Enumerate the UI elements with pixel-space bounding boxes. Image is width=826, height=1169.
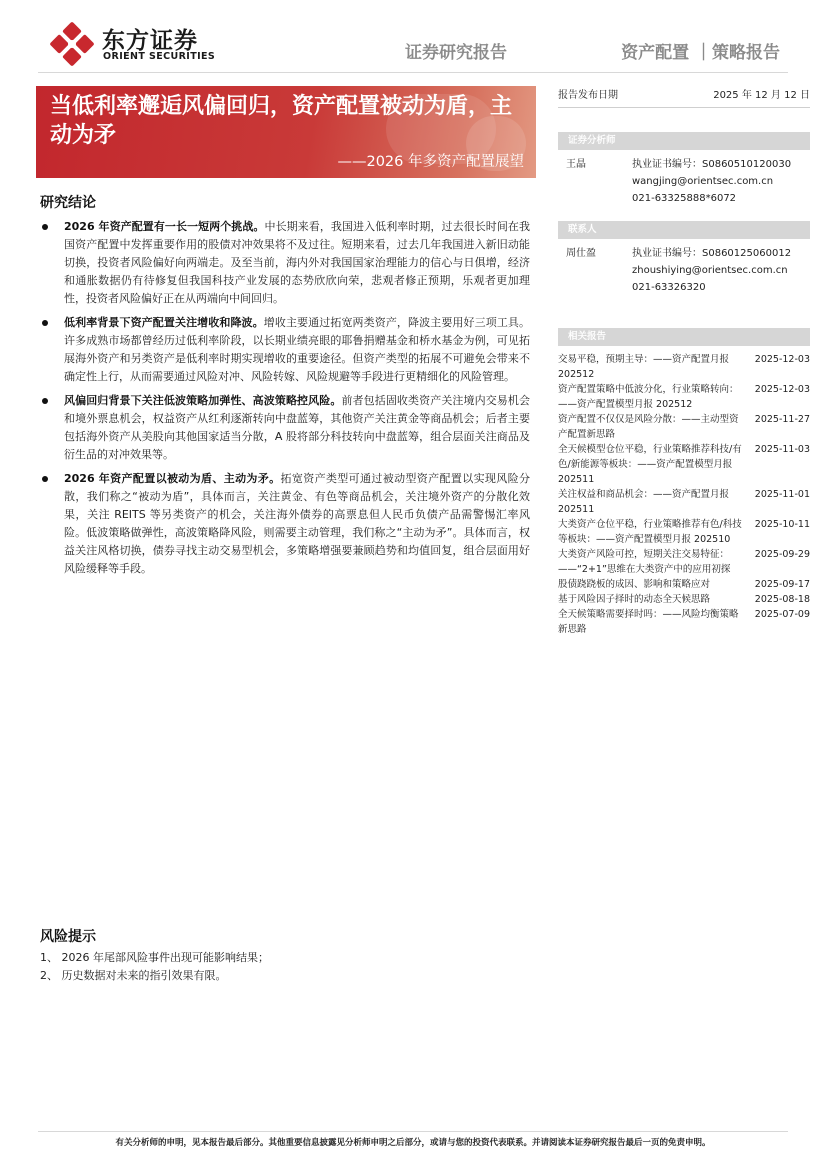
bullet-body: 中长期来看，我国进入低利率时期，过去很长时间在我国资产配置中发挥重要作用的股债对冲效果将不及过往。短期来看，过去几年我国进入新旧动能切换，投资者风险偏好向两端走。及至当前，海内外对我国国家治理能力的信心与日俱增，经济和通胀数据仍有待修复但我国科技产业发展的态势欣欣向荣，悲观者修正预期，乐观者更加理性，投资者风险偏好正在从两端向中间回归。: [64, 220, 531, 305]
related-reports-list: [558, 352, 810, 637]
publish-date-label: 报告发布日期: [558, 90, 618, 101]
analyst-email[interactable]: wangjing@orientsec.com.cn: [632, 176, 774, 187]
bullet-lead: 风偏回归背景下关注低波策略加弹性、高波策略控风险。: [64, 394, 342, 407]
related-report[interactable]: [558, 607, 810, 637]
title-banner: [36, 86, 536, 178]
sidebar-divider: [558, 107, 810, 108]
report-date: 2025-08-18: [754, 594, 810, 605]
report-date: 2025-11-03: [754, 444, 810, 455]
contact-card: [558, 239, 810, 296]
related-report[interactable]: [558, 442, 810, 487]
analyst-name: 王晶: [566, 159, 586, 170]
risk-item: 2、 历史数据对未来的指引效果有限。: [40, 969, 227, 982]
related-report[interactable]: [558, 487, 810, 517]
contact-phone: 021-63326320: [632, 282, 706, 293]
report-title: 资产配置不仅仅是风险分散：——主动型资产配置新思路: [558, 414, 739, 440]
section-title: 研究结论: [40, 195, 96, 211]
doc-type: 证券研究报告: [405, 43, 507, 63]
related-report[interactable]: [558, 352, 810, 382]
bullet-lead: 2026 年资产配置以被动为盾、主动为矛。: [64, 472, 281, 485]
report-date: 2025-10-11: [754, 519, 810, 530]
header-divider: [38, 72, 788, 73]
report-subtitle: ——2026 年多资产配置展望: [337, 154, 524, 170]
report-category: 资产配置 ｜策略报告: [621, 43, 780, 63]
report-title: 当低利率邂逅风偏回归，资产配置被动为盾，主动为矛: [50, 94, 513, 148]
bullet-dot-icon: [42, 476, 48, 482]
related-report[interactable]: [558, 412, 810, 442]
contact-header: 联系人: [558, 221, 810, 239]
report-title: 大类资产仓位平稳，行业策略推荐有色/科技等板块：——资产配置模型月报 202510: [558, 519, 742, 545]
report-title: 交易平稳，预期主导：——资产配置月报 202512: [558, 354, 730, 380]
related-report[interactable]: [558, 547, 810, 577]
analyst-phone: 021-63325888*6072: [632, 193, 737, 204]
report-title: 资产配置策略中低波分化，行业策略转向：——资产配置模型月报 202512: [558, 384, 739, 410]
report-title: 基于风险因子择时的动态全天候思路: [558, 594, 711, 605]
publish-date-row: [558, 86, 810, 107]
related-report[interactable]: [558, 517, 810, 547]
conclusion-bullet: [40, 314, 530, 386]
analyst-header: 证券分析师: [558, 132, 810, 150]
bullet-dot-icon: [42, 398, 48, 404]
report-date: 2025-11-01: [754, 489, 810, 500]
related-report[interactable]: [558, 592, 810, 607]
report-title: 大类资产风险可控，短期关注交易特征：——“2+1”思维在大类资产中的应用初探: [558, 549, 731, 575]
report-date: 2025-09-17: [754, 579, 810, 590]
contact-email[interactable]: zhoushiying@orientsec.com.cn: [632, 265, 788, 276]
related-report[interactable]: [558, 577, 810, 592]
report-title: 全天候策略需要择时吗：——风险均衡策略新思路: [558, 609, 739, 635]
report-date: 2025-12-03: [754, 384, 810, 395]
report-title: 全天候模型仓位平稳，行业策略推荐科技/有色/新能源等板块：——资产配置模型月报 202511: [558, 444, 742, 485]
section-title: 风险提示: [40, 929, 96, 945]
contact-name: 周仕盈: [566, 248, 596, 259]
report-title: 股债跷跷板的成因、影响和策略应对: [558, 579, 711, 590]
bullet-body: 拓宽资产类型可通过被动型资产配置以实现风险分散，我们称之“被动为盾”，具体而言，关注黄金、有色等商品机会，关注境外资产的分散化效果，关注 REITS 等另类资产的机会，关注海外债券的高票息但人民币负债产品需警惕汇率风险。低波策略做弹性，高波策略降风险，则需要主动管理，我们称之“主动为矛”。具体而言，权益关注风格切换，债券寻找主动交易型机会，多策略增强要兼顾趋势和均值回复，组合层面用好风险缓释等手段。: [64, 472, 531, 575]
report-title: 关注权益和商品机会：——资产配置月报 202511: [558, 489, 730, 515]
bullet-dot-icon: [42, 320, 48, 326]
risk-item: 1、 2026 年尾部风险事件出现可能影响结果；: [40, 951, 269, 964]
conclusion-section: [40, 192, 530, 584]
publish-date-value: 2025 年 12 月 12 日: [713, 90, 810, 101]
orient-logo-icon: [50, 22, 94, 66]
analyst-card: [558, 150, 810, 207]
brand-name-cn: 东方证券: [102, 28, 198, 54]
conclusion-bullet: [40, 470, 530, 578]
analyst-cert: 执业证书编号：S0860510120030: [632, 159, 792, 170]
page-header: [0, 0, 826, 76]
conclusion-bullet: [40, 392, 530, 464]
related-report[interactable]: [558, 382, 810, 412]
sidebar: [558, 86, 810, 637]
contact-cert: 执业证书编号：S0860125060012: [632, 248, 792, 259]
bullet-lead: 低利率背景下资产配置关注增收和降波。: [64, 316, 264, 329]
bullet-body: 增收主要通过拓宽两类资产，降波主要用好三项工具。许多成熟市场都曾经历过低利率阶段，以长期业绩亮眼的耶鲁捐赠基金和桥水基金为例，可见拓展海外资产和另类资产是低利率时期实现增收的重要途径。但资产类型的拓展不可避免会带来不确定性上行，从而需要通过风险对冲、风险转嫁、风险规避等手段进行更精细化的风险管理。: [64, 316, 531, 383]
risk-section: [40, 926, 530, 985]
bullet-lead: 2026 年资产配置有一长一短两个挑战。: [64, 220, 265, 233]
footer-divider: [38, 1131, 788, 1132]
bullet-dot-icon: [42, 224, 48, 230]
report-date: 2025-09-29: [754, 549, 810, 560]
footer-disclaimer: 有关分析师的申明，见本报告最后部分。其他重要信息披露见分析师申明之后部分，或请与您的投资代表联系。并请阅读本证券研究报告最后一页的免责申明。: [115, 1138, 711, 1148]
report-date: 2025-12-03: [754, 354, 810, 365]
report-date: 2025-11-27: [754, 414, 810, 425]
report-date: 2025-07-09: [754, 609, 810, 620]
bullet-body: 前者包括固收类资产关注境内交易机会和境外票息机会，权益资产从红利逐渐转向中盘蓝筹，其他资产关注黄金等商品机会；后者主要包括海外资产从美股向其他国家适当分散，A 股将部分科技转向中盘蓝筹，组合层面关注商品及衍生品的对冲效果等。: [64, 394, 530, 461]
related-reports-header: 相关报告: [558, 328, 810, 346]
conclusion-bullet: [40, 218, 530, 308]
brand-name-en: ORIENT SECURITIES: [103, 51, 216, 62]
